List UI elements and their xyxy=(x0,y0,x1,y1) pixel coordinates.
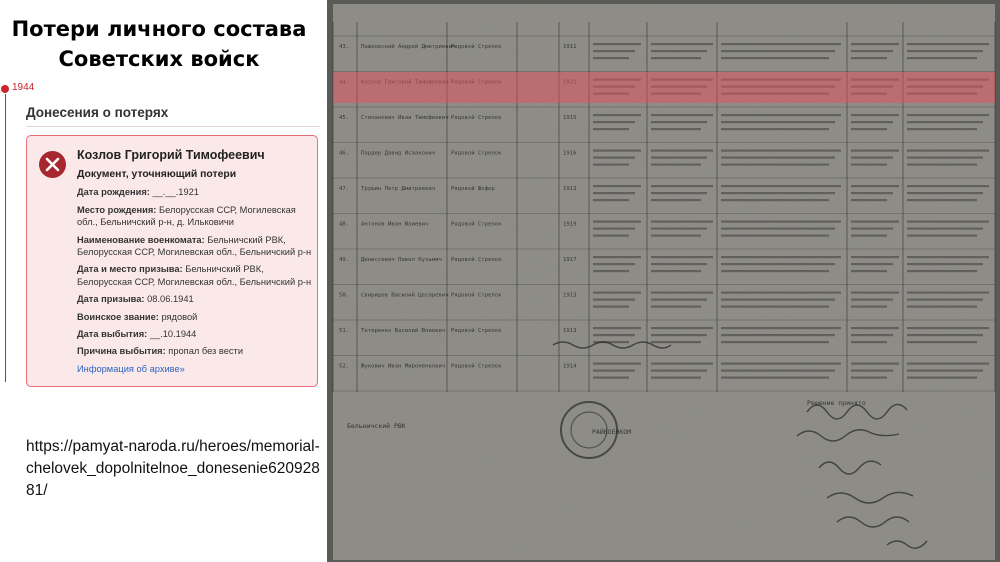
scan-cell-rank: Рядовой Стрелок xyxy=(451,292,502,299)
record-field xyxy=(77,204,313,229)
record-field-label: Дата рождения: xyxy=(77,187,150,198)
scan-text-line xyxy=(593,185,641,187)
scan-text-line xyxy=(721,185,841,187)
scan-cell-name: Трушин Петр Дмитриевич xyxy=(361,186,436,192)
scan-text-line xyxy=(851,334,893,336)
record-field-value: пропал без вести xyxy=(168,346,244,357)
cross-icon xyxy=(45,157,60,172)
scan-text-line xyxy=(907,150,989,152)
archival-document-scan xyxy=(327,0,1000,562)
scan-text-line xyxy=(593,327,641,329)
scan-text-line xyxy=(907,157,983,159)
scan-text-line xyxy=(651,306,701,308)
scan-text-line xyxy=(851,150,899,152)
timeline-year: 1944 xyxy=(12,82,35,93)
scan-text-line xyxy=(593,292,641,294)
scan-cell-year: 1913 xyxy=(563,186,577,192)
slide-title-line2: Советских войск xyxy=(58,47,260,71)
section-divider xyxy=(26,126,320,127)
scan-text-line xyxy=(851,256,899,258)
loss-record-card[interactable] xyxy=(26,135,318,387)
scan-cell-name: Степанович Иван Тимофеевич xyxy=(361,115,449,121)
scan-text-line xyxy=(651,377,701,379)
scan-text-line xyxy=(907,334,983,336)
scan-text-line xyxy=(907,363,989,365)
scan-cell-num: 49. xyxy=(339,257,350,263)
record-field-label: Дата призыва: xyxy=(77,294,145,305)
record-field-label: Дата выбытия: xyxy=(77,329,148,340)
scan-cell-num: 46. xyxy=(339,150,350,157)
scan-text-line xyxy=(651,327,713,329)
scan-text-line xyxy=(907,185,989,187)
scan-text-line xyxy=(907,270,977,272)
scan-cell-num: 47. xyxy=(339,186,350,192)
scan-text-line xyxy=(721,377,829,379)
scan-text-line xyxy=(721,57,829,59)
scan-text-line xyxy=(907,43,989,45)
scan-text-line xyxy=(851,157,893,159)
scan-text-line xyxy=(907,192,983,194)
scan-text-line xyxy=(721,334,835,336)
scan-cell-name: Жукович Иван Мироненкович xyxy=(361,363,446,370)
scan-text-line xyxy=(721,114,841,116)
scan-text-line xyxy=(851,370,893,372)
timeline-line xyxy=(5,94,6,382)
record-field-label: Дата и место призыва: xyxy=(77,264,183,275)
scan-text-line xyxy=(651,292,713,294)
scan-text-line xyxy=(907,306,977,308)
cross-circle-icon xyxy=(39,151,66,178)
record-field xyxy=(77,293,313,305)
scan-cell-num: 45. xyxy=(339,115,350,121)
scan-text-line xyxy=(651,114,713,116)
record-field-label: Место рождения: xyxy=(77,204,157,215)
record-field xyxy=(77,186,313,198)
scan-text-line xyxy=(721,157,835,159)
scan-footer-right: Решение принято xyxy=(807,399,866,407)
slide-title xyxy=(0,14,318,74)
scan-footer-center: РАЙВОЕНКОМ xyxy=(592,428,632,436)
scan-text-line xyxy=(907,164,977,166)
scan-text-line xyxy=(721,150,841,152)
scan-text-line xyxy=(721,256,841,258)
scan-text-line xyxy=(851,341,887,343)
scan-cell-name: Пардер Давид Исаакович xyxy=(361,150,436,157)
scan-text-line xyxy=(721,370,835,372)
scan-text-line xyxy=(907,370,983,372)
highlighted-row xyxy=(333,72,995,103)
scan-text-line xyxy=(651,50,707,52)
scan-cell-rank: Рядовой Стрелок xyxy=(451,221,502,228)
scan-text-line xyxy=(721,128,829,130)
scan-text-line xyxy=(851,263,893,265)
scan-text-line xyxy=(721,221,841,223)
scan-text-line xyxy=(593,50,635,52)
scan-text-line xyxy=(851,270,887,272)
scan-text-line xyxy=(593,164,629,166)
record-field-value: Бельничский РВК, Белорусская ССР, Могилевская обл., Бельничский р-н xyxy=(77,234,312,258)
record-field-value: рядовой xyxy=(161,311,198,322)
scan-cell-num: 48. xyxy=(339,221,350,228)
record-field-label: Наименование военкомата: xyxy=(77,234,205,245)
scan-text-line xyxy=(593,256,641,258)
scan-text-line xyxy=(907,57,977,59)
scan-text-line xyxy=(593,199,629,201)
scan-cell-year: 1911 xyxy=(563,44,577,50)
scan-text-line xyxy=(651,164,701,166)
scan-cell-num: 52. xyxy=(339,363,350,370)
scan-text-line xyxy=(721,327,841,329)
record-field xyxy=(77,234,313,259)
scan-text-line xyxy=(593,235,629,237)
record-field-label: Воинское звание: xyxy=(77,311,159,322)
scan-text-line xyxy=(721,192,835,194)
scan-cell-year: 1914 xyxy=(563,363,577,370)
scan-text-line xyxy=(851,43,899,45)
scan-text-line xyxy=(851,228,893,230)
scan-text-line xyxy=(651,43,713,45)
scan-cell-rank: Рядовой Стрелок xyxy=(451,257,502,263)
scan-text-line xyxy=(593,334,635,336)
record-field xyxy=(77,263,313,288)
scan-text-line xyxy=(721,263,835,265)
scan-cell-name: Дениссевич Павел Кузьмич xyxy=(361,257,442,263)
scan-text-line xyxy=(907,235,977,237)
scan-text-line xyxy=(851,185,899,187)
person-name[interactable]: Козлов Григорий Тимофеевич xyxy=(77,148,265,162)
scan-text-line xyxy=(593,121,635,123)
scan-text-line xyxy=(593,128,629,130)
scan-text-line xyxy=(907,114,989,116)
record-field-value: __.10.1944 xyxy=(149,329,197,340)
scan-text-line xyxy=(907,299,983,301)
scan-text-line xyxy=(593,150,641,152)
scan-text-line xyxy=(593,363,641,365)
scan-cell-year: 1919 xyxy=(563,221,577,228)
document-type: Документ, уточняющий потери xyxy=(77,169,237,180)
record-field-value: 08.06.1941 xyxy=(147,294,194,305)
scan-text-line xyxy=(907,228,983,230)
scan-text-line xyxy=(907,221,989,223)
scan-text-line xyxy=(651,150,713,152)
scan-text-line xyxy=(651,185,713,187)
scan-cell-rank: Рядовой Шофер xyxy=(451,186,495,192)
scan-text-line xyxy=(593,270,629,272)
scan-text-line xyxy=(651,157,707,159)
record-field xyxy=(77,345,313,357)
record-field xyxy=(77,328,313,340)
scan-cell-year: 1915 xyxy=(563,115,577,121)
scan-text-line xyxy=(593,228,635,230)
scan-text-line xyxy=(851,50,893,52)
scan-text-line xyxy=(851,327,899,329)
scan-text-line xyxy=(593,114,641,116)
scan-cell-year: 1913 xyxy=(563,328,577,334)
scan-text-line xyxy=(721,121,835,123)
scan-cell-rank: Рядовой Стрелок xyxy=(451,363,502,370)
record-fields xyxy=(77,186,313,357)
scan-text-line xyxy=(651,235,701,237)
scan-text-line xyxy=(651,334,707,336)
scan-text-line xyxy=(721,270,829,272)
scan-cell-year: 1913 xyxy=(563,292,577,299)
scan-text-line xyxy=(651,221,713,223)
scan-text-line xyxy=(593,157,635,159)
scan-text-line xyxy=(721,292,841,294)
scan-text-line xyxy=(593,377,629,379)
scan-text-line xyxy=(907,128,977,130)
record-field-value: __.__.1921 xyxy=(152,187,199,198)
timeline-dot-icon xyxy=(1,85,9,93)
record-field-value: Белорусская ССР, Могилевская обл., Бельничский р-н, д. Ильковичи xyxy=(77,204,296,228)
scan-text-line xyxy=(851,114,899,116)
scan-text-line xyxy=(593,43,641,45)
scan-text-line xyxy=(593,263,635,265)
scan-text-line xyxy=(593,57,629,59)
scan-text-line xyxy=(593,192,635,194)
scan-cell-rank: Рядовой Стрелок xyxy=(451,44,502,50)
scan-text-line xyxy=(721,50,835,52)
slide-title-line1: Потери личного состава xyxy=(11,17,307,41)
scan-text-line xyxy=(851,221,899,223)
source-url[interactable]: https://pamyat-naroda.ru/heroes/memorial-chelovek_dopolnitelnoe_donesenie62092881/ xyxy=(26,438,320,499)
scan-text-line xyxy=(907,121,983,123)
scan-text-line xyxy=(851,306,887,308)
scan-text-line xyxy=(721,164,829,166)
scan-text-line xyxy=(907,341,977,343)
scan-text-line xyxy=(907,263,983,265)
scan-text-line xyxy=(851,164,887,166)
scan-text-line xyxy=(721,341,829,343)
scan-cell-num: 50. xyxy=(339,292,350,299)
scan-cell-year: 1916 xyxy=(563,150,577,157)
scan-text-line xyxy=(593,370,635,372)
scan-cell-name: Свиридов Василий Цесаревич xyxy=(361,292,449,299)
scan-text-line xyxy=(907,292,989,294)
scan-cell-num: 51. xyxy=(339,328,350,334)
scan-text-line xyxy=(593,306,629,308)
scan-cell-name: Пашковский Андрей Дмитриевич xyxy=(361,44,456,50)
scan-cell-rank: Рядовой Стрелок xyxy=(451,115,502,121)
scan-text-line xyxy=(651,192,707,194)
section-title: Донесения о потерях xyxy=(26,105,169,120)
scan-text-line xyxy=(851,192,893,194)
scan-text-line xyxy=(721,306,829,308)
record-field xyxy=(77,311,313,323)
scan-text-line xyxy=(651,299,707,301)
scan-text-line xyxy=(651,128,701,130)
scan-text-line xyxy=(851,121,893,123)
scan-text-line xyxy=(907,377,977,379)
scan-text-line xyxy=(851,363,899,365)
archive-info-link[interactable]: Информация об архиве» xyxy=(77,363,185,374)
scan-text-line xyxy=(721,299,835,301)
scan-text-line xyxy=(651,363,713,365)
scan-text-line xyxy=(851,377,887,379)
scan-text-line xyxy=(593,221,641,223)
scan-text-line xyxy=(721,228,835,230)
scan-text-line xyxy=(851,199,887,201)
record-field-value: Бельничский РВК, Белорусская ССР, Могилевская обл., Бельничский р-н xyxy=(77,264,312,287)
scan-cell-name: Тетеренко Василий Юлиевич xyxy=(361,328,446,334)
scan-text-line xyxy=(651,370,707,372)
scan-cell-year: 1917 xyxy=(563,257,577,263)
scan-text-line xyxy=(593,299,635,301)
scan-text-line xyxy=(851,235,887,237)
scan-text-line xyxy=(907,256,989,258)
scan-cell-name: Антонов Иван Юлиевич xyxy=(361,221,429,228)
scan-cell-rank: Рядовой Стрелок xyxy=(451,328,502,334)
record-field-label: Причина выбытия: xyxy=(77,346,166,357)
scan-text-line xyxy=(907,50,983,52)
scan-text-line xyxy=(651,341,701,343)
scan-text-line xyxy=(721,235,829,237)
scan-text-line xyxy=(721,43,841,45)
scan-text-line xyxy=(651,199,701,201)
scan-text-line xyxy=(721,199,829,201)
document-scan-image xyxy=(327,0,1000,562)
scan-text-line xyxy=(851,57,887,59)
scan-text-line xyxy=(651,256,713,258)
scan-text-line xyxy=(851,128,887,130)
scan-text-line xyxy=(651,228,707,230)
scan-text-line xyxy=(651,270,701,272)
scan-text-line xyxy=(851,299,893,301)
scan-text-line xyxy=(851,292,899,294)
record-details xyxy=(77,169,313,375)
scan-text-line xyxy=(651,57,701,59)
scan-cell-rank: Рядовой Стрелок xyxy=(451,150,502,157)
scan-text-line xyxy=(721,363,841,365)
scan-text-line xyxy=(907,327,989,329)
scan-cell-num: 43. xyxy=(339,44,350,50)
scan-text-line xyxy=(651,121,707,123)
scan-text-line xyxy=(907,199,977,201)
scan-footer-left: Бельничский РВК xyxy=(347,422,406,430)
scan-text-line xyxy=(651,263,707,265)
